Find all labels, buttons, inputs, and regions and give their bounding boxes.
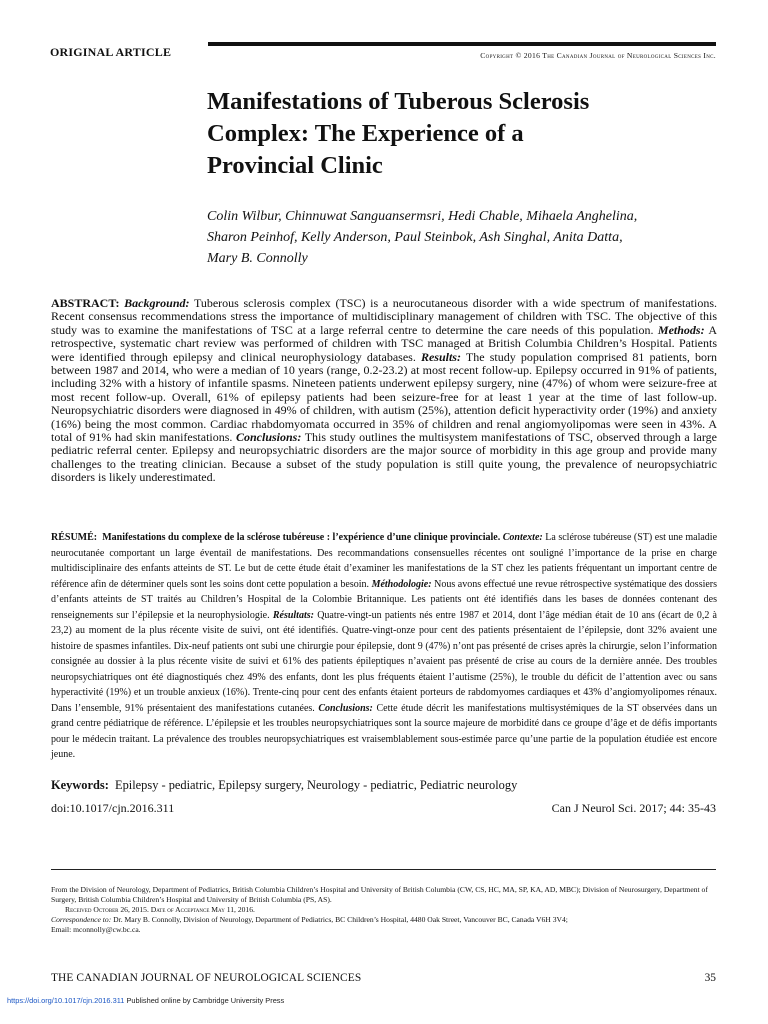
keywords — [51, 778, 717, 793]
title-line: Provincial Clinic — [207, 152, 383, 179]
received-dates: Received October 26, 2015. Date of Acceptance May 11, 2016. — [65, 905, 255, 914]
section-label: ORIGINAL ARTICLE — [50, 45, 172, 59]
doi-link[interactable]: https://doi.org/10.1017/cjn.2016.311 — [7, 996, 125, 1005]
title-line: Manifestations of Tuberous Sclerosis — [207, 88, 590, 115]
results-label: Results: — [420, 349, 461, 364]
author-line: Sharon Peinhof, Kelly Anderson, Paul Steinbok, Ash Singhal, Anita Datta, — [207, 230, 623, 245]
email: Email: mconnolly@cw.bc.ca. — [51, 925, 141, 934]
doi: doi:10.1017/cjn.2016.311 — [51, 801, 175, 815]
conclusions-label: Conclusions: — [235, 430, 302, 445]
author-line: Mary B. Connolly — [207, 251, 308, 266]
author-line: Colin Wilbur, Chinnuwat Sanguansermsri, Hedi Chable, Mihaela Anghelina, — [207, 209, 638, 224]
methods-label: Methods: — [657, 322, 705, 337]
citation: Can J Neurol Sci. 2017; 44: 35-43 — [551, 801, 716, 815]
methodologie-text: Nous avons effectué une revue rétrospective systématique des dossiers d’enfants atteints de ST traités au Children’s Hospital de la Colombie Britannique. Les patients ont été identifiés dans les bases de données contenant des renseignements sur l’épilepsie et la neurophysiologie. — [51, 578, 718, 621]
author-list — [207, 206, 707, 269]
methodologie-label: Méthodologie: — [371, 578, 432, 590]
methods-text: A retrospective, systematic chart review was performed of children with TSC managed at British Columbia Children’s Hospital. Patients were identified through epilepsy and clinical neurophysiology databases. — [51, 322, 717, 364]
published-text: Published online by Cambridge University Press — [126, 996, 285, 1005]
affiliations: From the Division of Neurology, Department of Pediatrics, British Columbia Children’s Hospital and University of British Columbia (CW, CS, HC, MA, SP, KA, AD, MBC); Division of Neurosurgery, Department of Surgery, British Columbia Children’s Hospital and University of British Columbia (PS, AS). — [51, 885, 708, 904]
header-rule — [208, 42, 716, 46]
resume-label: RÉSUMÉ: — [51, 532, 98, 543]
conclusions-text: This study outlines the multisystem manifestations of TSC, observed through a large pediatric referral center. Epilepsy and neuropsychiatric disorders are the major source of morbidity in this age group and provide many challenges to the treating clinician. Because a subset of the study population is still quite young, the prevalence of neuropsychiatric disorders is likely underestimated. — [51, 430, 717, 485]
article-title — [207, 86, 707, 182]
abstract-english — [51, 297, 717, 485]
correspondence — [51, 915, 717, 925]
publisher-line — [7, 996, 284, 1005]
footnote-rule — [51, 869, 716, 870]
resume-conclusions-text: Cette étude décrit les manifestations multisystémiques de la ST observées dans un grand centre pédiatrique de référence. L’épilepsie et les troubles neuropsychiatriques sont la source majeure de morbidité dans ce groupe d’âge et de défis importants pour le médecin traitant. La prévalence des troubles neuropsychiatriques est vraisemblablement sous-estimée parce qu’une partie de la population étudiée est encore jeune. — [51, 702, 717, 760]
page-number: 35 — [704, 972, 716, 984]
background-label: Background: — [124, 296, 190, 310]
resume-title: Manifestations du complexe de la sclérose tubéreuse : l’expérience d’une clinique provinciale. — [102, 532, 501, 543]
keywords-label: Keywords: — [51, 778, 109, 792]
contexte-text: La sclérose tubéreuse (ST) est une maladie neurocutanée comportant un large éventail de manifestations. Des recommandations consensuelles récentes ont souligné l’importance de la prise en charge multidisciplinaire des enfants atteints de ST. Le but de cette étude était d’examiner les manifestations de la ST chez les patients fréquentant un important centre de référence afin de déterminer quels sont les soins dont cette population a besoin. — [51, 532, 718, 590]
resultats-text: Quatre-vingt-un patients nés entre 1987 et 2014, dont l’âge médian était de 10 ans (écart de 0,2 à 23,2) au moment de la plus récente visite de suivi, ont été identifiés. Quatre-vingt-onze pour cent des patients présentaient de l’épilepsie, dont 32% avaient une histoire de spasmes infantiles. Dix-neuf patients ont subi une chirurgie pour épilepsie, dont 9 (47%) n’ont pas présenté de crises après la chirurgie, selon l’information consignée au dossier à la plus récente visite de suivi et 61% des patients épileptiques n’avaient pas présenté de crise au cours de la dernière année. Des troubles neuropsychiatriques ont été diagnostiqués chez 49% des enfants, dont les plus fréquents étaient l’autisme (25%), le trouble du déficit de l’attention avec ou sans hyperactivité (19%) et un trouble anxieux (16%). Trente-cinq pour cent des enfants étaient porteurs de rabdomyomes cardiaques et 43% d’angiomyolipomes rénaux. Dans l’ensemble, 91% présentaient des manifestations cutanées. — [51, 609, 718, 714]
contexte-label: Contexte: — [502, 532, 543, 543]
title-line: Complex: The Experience of a — [207, 120, 524, 147]
correspondence-label: Correspondence to: — [51, 915, 112, 924]
footnotes — [51, 885, 717, 935]
resultats-label: Résultats: — [272, 609, 314, 621]
correspondence-text: Dr. Mary B. Connolly, Division of Neurology, Department of Pediatrics, BC Children’s Hospital, 4480 Oak Street, Vancouver BC, Canada V6H 3V4; — [113, 915, 568, 924]
copyright-notice: Copyright © 2016 The Canadian Journal of Neurological Sciences Inc. — [480, 51, 716, 60]
background-text: Tuberous sclerosis complex (TSC) is a neurocutaneous disorder with a wide spectrum of manifestations. Recent consensus recommendations stress the importance of multidisciplinary management of children with TSC. The objective of this study was to examine the manifestations of TSC at a large referral centre to determine the care needs of this population. — [51, 296, 717, 337]
results-text: The study population comprised 81 patients, born between 1987 and 2014, who were a median of 10 years (range, 0.2-23.2) at most recent follow-up. Epilepsy occurred in 91% of patients, including 32% with a history of infantile spasms. Nineteen patients underwent epilepsy surgery, nine (47%) of whom were seizure-free at most recent follow-up. Overall, 61% of epilepsy patients had been seizure-free for at least 1 year at the time of last follow-up. Neuropsychiatric disorders were diagnosed in 49% of children, with autism (25%), attention deficit hyperactivity order (19%) and anxiety (16%) being the most common. Cardiac rhabdomyomata occurred in 35% of children and renal angiomyolipomas were seen in 43%. A total of 91% had skin manifestations. — [51, 349, 717, 445]
keywords-text: Epilepsy - pediatric, Epilepsy surgery, Neurology - pediatric, Pediatric neurology — [115, 778, 518, 792]
journal-name: THE CANADIAN JOURNAL OF NEUROLOGICAL SCIENCES — [51, 972, 362, 984]
abstract-label: ABSTRACT: — [51, 296, 120, 310]
resume-conclusions-label: Conclusions: — [318, 702, 373, 714]
abstract-french — [51, 530, 717, 763]
